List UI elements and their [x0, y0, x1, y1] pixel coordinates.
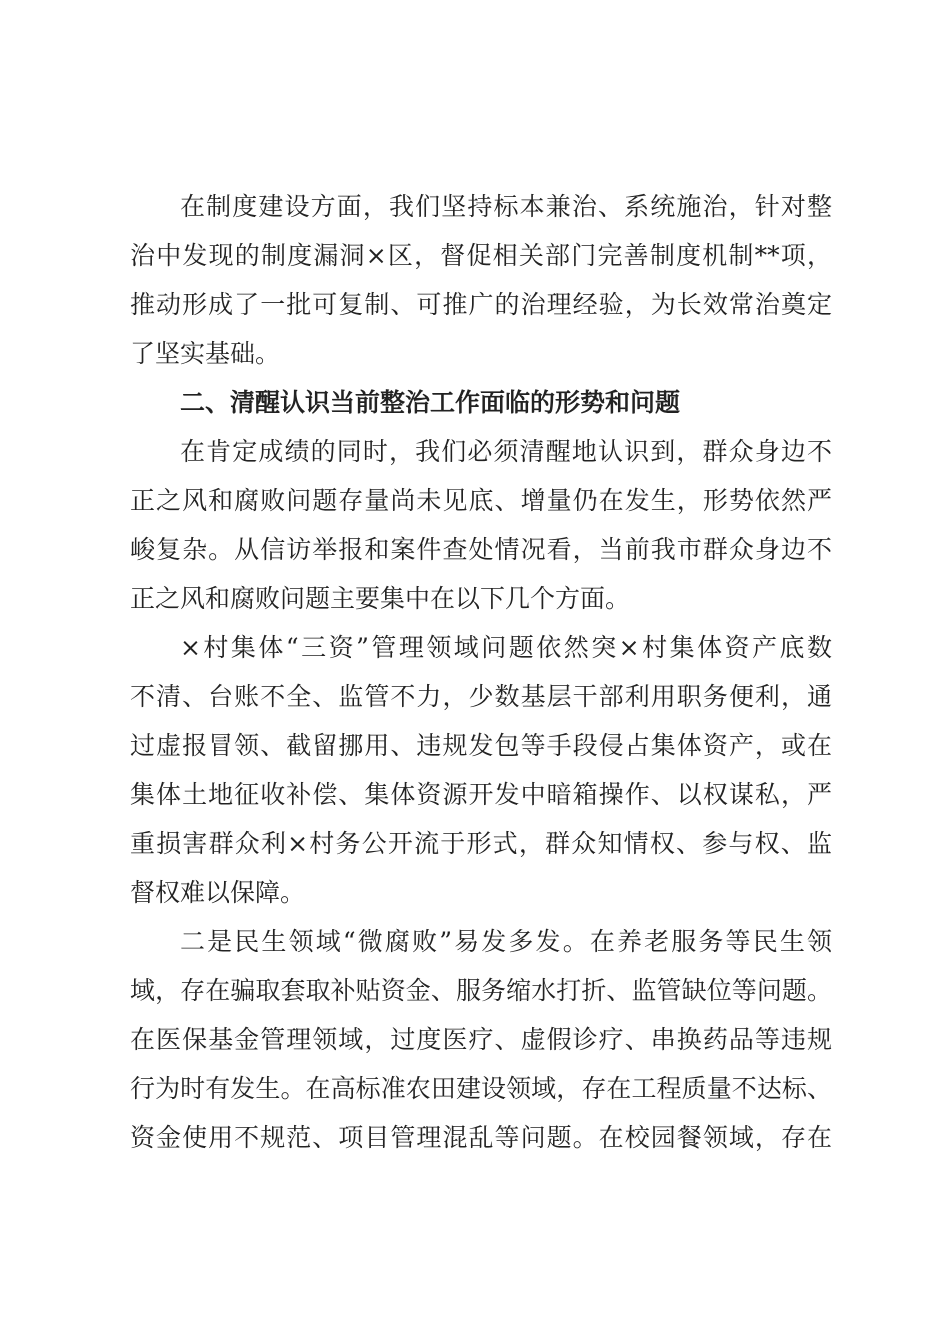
text-line: 正之风和腐败问题主要集中在以下几个方面。	[130, 584, 631, 613]
text-line: 正之风和腐败问题存量尚未见底、增量仍在发生，形势依然严	[130, 486, 832, 515]
text-line: 不清、台账不全、监管不力，少数基层干部利用职务便利，通	[130, 682, 832, 711]
document-body	[130, 182, 832, 1162]
text-line: 在肯定成绩的同时，我们必须清醒地认识到，群众身边不	[180, 437, 832, 466]
text-line: 峻复杂。从信访举报和案件查处情况看，当前我市群众身边不	[130, 535, 832, 564]
text-line: 在制度建设方面，我们坚持标本兼治、系统施治，针对整	[180, 192, 832, 221]
paragraph-village-assets	[130, 623, 832, 917]
paragraph-situation	[130, 427, 832, 623]
text-line: 重损害群众利×村务公开流于形式，群众知情权、参与权、监	[130, 829, 832, 858]
text-line: 行为时有发生。在高标准农田建设领域，存在工程质量不达标、	[130, 1074, 832, 1103]
heading-text: 二、清醒认识当前整治工作面临的形势和问题	[180, 388, 681, 417]
text-line: 二是民生领域“微腐败”易发多发。在养老服务等民生领	[180, 927, 832, 956]
paragraph-livelihood-corruption	[130, 917, 832, 1162]
text-line: ×村集体“三资”管理领域问题依然突×村集体资产底数	[180, 633, 832, 662]
section-heading	[130, 378, 832, 427]
text-line: 资金使用不规范、项目管理混乱等问题。在校园餐领域，存在	[130, 1123, 832, 1152]
text-line: 在医保基金管理领域，过度医疗、虚假诊疗、串换药品等违规	[130, 1025, 832, 1054]
text-line: 过虚报冒领、截留挪用、违规发包等手段侵占集体资产，或在	[130, 731, 832, 760]
text-line: 推动形成了一批可复制、可推广的治理经验，为长效常治奠定	[130, 290, 832, 319]
paragraph-institution-building	[130, 182, 832, 378]
text-line: 域，存在骗取套取补贴资金、服务缩水打折、监管缺位等问题。	[130, 976, 832, 1005]
text-line: 治中发现的制度漏洞×区，督促相关部门完善制度机制**项，	[130, 241, 832, 270]
text-line: 督权难以保障。	[130, 878, 306, 907]
text-line: 了坚实基础。	[130, 339, 281, 368]
text-line: 集体土地征收补偿、集体资源开发中暗箱操作、以权谋私，严	[130, 780, 832, 809]
